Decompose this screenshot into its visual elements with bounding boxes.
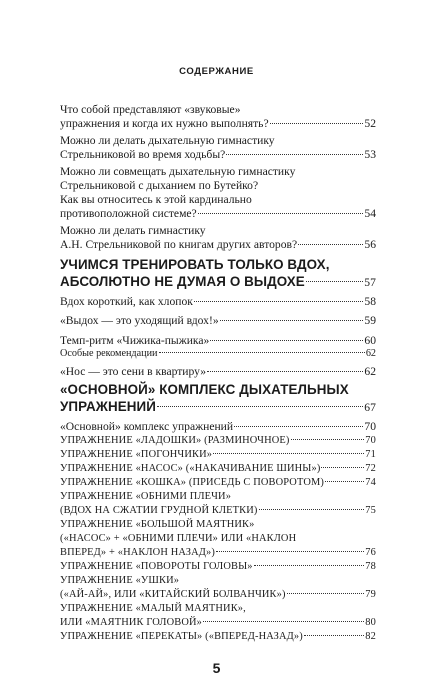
toc-page-number: 72 [365, 463, 376, 474]
dot-leader [157, 406, 363, 407]
dot-leader [254, 565, 365, 566]
toc-entry-text: «Нос — это сени в квартиру» [60, 365, 207, 378]
toc-page-number: 54 [364, 207, 376, 220]
toc-entry [60, 448, 376, 462]
dot-leader [270, 123, 364, 124]
toc-entry-text: противоположной системе? [60, 207, 197, 220]
toc-entry-text: Темп-ритм «Чижика-пыжика» [60, 334, 210, 347]
toc-page-number: 74 [365, 477, 376, 488]
toc-entry-text: «Основной» комплекс упражнений [60, 420, 234, 433]
toc-entry-text: УПРАЖНЕНИЕ «ПОГОНЧИКИ» [60, 449, 213, 460]
toc-page-number: 71 [365, 449, 376, 460]
toc-entry-text: ИЛИ «МАЯТНИК ГОЛОВОЙ» [60, 617, 202, 628]
toc-entry-text: «Выдох — это уходящий вдох!» [60, 314, 219, 327]
dot-leader [287, 593, 365, 594]
toc-page-number: 62 [364, 365, 376, 378]
toc-entry-text: УПРАЖНЕНИЕ «МАЛЫЙ МАЯТНИК», [60, 603, 246, 614]
toc-entry-text: Можно ли делать дыхательную гимнастику [60, 134, 275, 147]
toc-entry [60, 434, 376, 448]
toc-entry-text: УПРАЖНЕНИЕ «БОЛЬШОЙ МАЯТНИК» [60, 519, 255, 530]
toc-entry-text: Что собой представляют «звуковые» [60, 103, 241, 116]
dot-leader [203, 621, 364, 622]
toc-page-number: 82 [365, 631, 376, 642]
toc-entry-text: УПРАЖНЕНИЕ «ПОВОРОТЫ ГОЛОВЫ» [60, 561, 253, 572]
toc-entry-text: Можно ли совмещать дыхательную гимнастику [60, 165, 296, 178]
toc-entry [60, 117, 376, 131]
toc-page-number: 56 [364, 238, 376, 251]
toc-page-number: 57 [364, 276, 376, 289]
dot-leader [325, 481, 364, 482]
toc-entry [60, 238, 376, 252]
toc-entry-text: А.Н. Стрельниковой по книгам других авторов? [60, 238, 298, 251]
toc-entry [60, 476, 376, 490]
toc-page-number: 53 [364, 148, 376, 161]
section-title-line [60, 273, 376, 291]
toc-page-number: 78 [365, 561, 376, 572]
toc-entry-text: Стрельниковой во время ходьбы? [60, 148, 226, 161]
toc-entry [60, 560, 376, 574]
dot-leader [298, 244, 363, 245]
toc-entry-text: УПРАЖНЕНИЕ «ОБНИМИ ПЛЕЧИ» [60, 491, 232, 502]
dot-leader [226, 154, 363, 155]
toc-entry [60, 365, 376, 379]
toc-entry-text: Стрельниковой с дыханием по Бутейко? [60, 179, 259, 192]
toc-entry-text: («НАСОС» + «ОБНИМИ ПЛЕЧИ» ИЛИ «НАКЛОН [60, 533, 297, 544]
toc-page-number: 70 [364, 420, 376, 433]
toc-entry [60, 314, 376, 328]
dot-leader [216, 551, 364, 552]
toc-entry [60, 420, 376, 434]
toc-page-number: 76 [365, 547, 376, 558]
dot-leader [304, 635, 364, 636]
toc-entry-text: (ВДОХ НА СЖАТИИ ГРУДНОЙ КЛЕТКИ) [60, 505, 258, 516]
toc-page-number: 80 [365, 617, 376, 628]
toc-entry [60, 462, 376, 476]
section-title: АБСОЛЮТНО НЕ ДУМАЯ О ВЫДОХЕ [60, 274, 305, 289]
toc-entry-text: упражнения и когда их нужно выполнять? [60, 117, 269, 130]
toc-entry-text: УПРАЖНЕНИЕ «КОШКА» (ПРИСЕДЬ С ПОВОРОТОМ) [60, 477, 324, 488]
toc-page-number: 70 [365, 435, 376, 446]
toc-page-number: 52 [364, 117, 376, 130]
toc-entry [60, 630, 376, 644]
toc-entry-text: Как вы относитесь к этой кардинально [60, 193, 252, 206]
dot-leader [207, 371, 363, 372]
toc-entry [60, 546, 376, 560]
toc-page-number: 58 [364, 295, 376, 308]
toc-entry [60, 148, 376, 162]
toc-entry-text: УПРАЖНЕНИЕ «НАСОС» («НАКАЧИВАНИЕ ШИНЫ») [60, 463, 321, 474]
toc-page-number: 75 [365, 505, 376, 516]
toc-entry [60, 504, 376, 518]
toc-entry-text: УПРАЖНЕНИЕ «УШКИ» [60, 575, 180, 586]
toc-page-number: 79 [365, 589, 376, 600]
toc-page-number: 67 [364, 401, 376, 414]
dot-leader [210, 340, 363, 341]
toc-entry-text: («АЙ-АЙ», ИЛИ «КИТАЙСКИЙ БОЛВАНЧИК») [60, 589, 286, 600]
dot-leader [194, 301, 364, 302]
toc-entry [60, 616, 376, 630]
section-title-line [60, 398, 376, 416]
section-title: УЧИМСЯ ТРЕНИРОВАТЬ ТОЛЬКО ВДОХ, [60, 257, 330, 272]
toc-entry-text: Можно ли делать гимнастику [60, 224, 206, 237]
toc-entry [60, 295, 376, 309]
dot-leader [306, 281, 363, 282]
toc-entry [60, 334, 376, 348]
dot-leader [159, 352, 365, 353]
dot-leader [321, 467, 364, 468]
running-header: СОДЕРЖАНИЕ [179, 66, 254, 77]
toc-entry [60, 207, 376, 221]
section-title: УПРАЖНЕНИЙ [60, 399, 157, 414]
toc-entry [60, 347, 376, 361]
toc-entry-text: ВПЕРЕД» + «НАКЛОН НАЗАД») [60, 547, 215, 558]
toc-page-number: 60 [364, 334, 376, 347]
toc-entry [60, 588, 376, 602]
dot-leader [198, 213, 364, 214]
dot-leader [291, 439, 365, 440]
toc-page-number: 62 [365, 348, 376, 359]
toc-entry-text: Особые рекомендации [60, 348, 158, 359]
section-title: «ОСНОВНОЙ» КОМПЛЕКС ДЫХАТЕЛЬНЫХ [60, 382, 349, 397]
dot-leader [220, 320, 364, 321]
toc-entry-text: Вдох короткий, как хлопок [60, 295, 193, 308]
dot-leader [259, 509, 365, 510]
toc-entry-text: УПРАЖНЕНИЕ «ПЕРЕКАТЫ» («ВПЕРЕД-НАЗАД») [60, 631, 303, 642]
dot-leader [234, 426, 363, 427]
dot-leader [213, 453, 364, 454]
toc-page-number: 59 [364, 314, 376, 327]
page-number: 5 [212, 660, 221, 676]
toc-entry-text: УПРАЖНЕНИЕ «ЛАДОШКИ» (РАЗМИНОЧНОЕ) [60, 435, 290, 446]
